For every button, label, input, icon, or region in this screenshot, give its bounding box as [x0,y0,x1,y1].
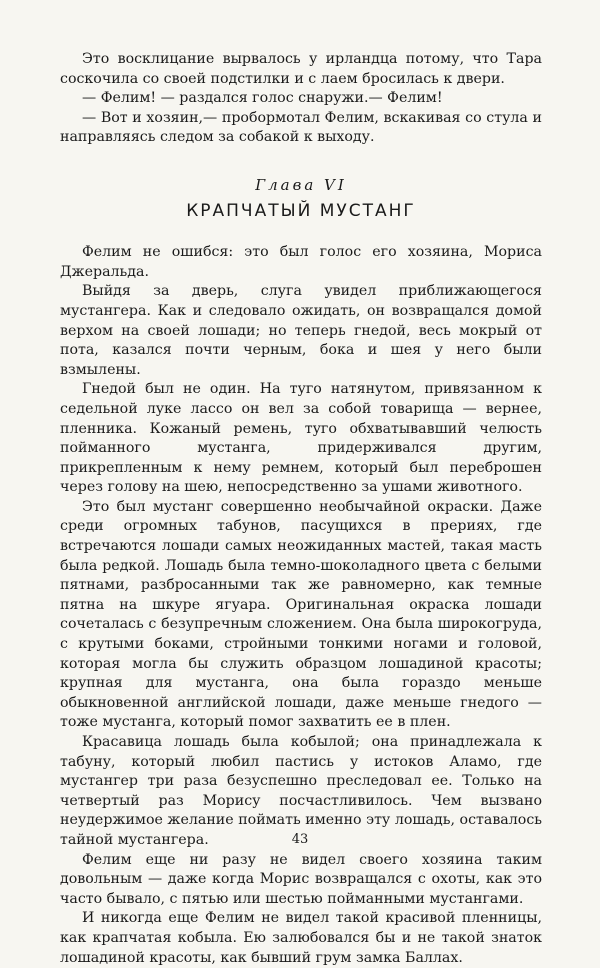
paragraph: Фелим еще ни разу не видел своего хозяина таким довольным — даже когда Морис возвращался с охоты, как это часто бывало, с пятью или шестью пойманными мустангами. [60,851,542,907]
chapter-title: КРАПЧАТЫЙ МУСТАНГ [186,200,416,221]
page-text [60,50,542,968]
paragraph: И никогда еще Фелим не видел такой красивой пленницы, как крапчатая кобыла. Ею залюбовался бы и не такой знаток лошадиной красоты, как бывший грум замка Баллах. [60,910,542,966]
paragraph: Гнедой был не один. На туго натянутом, привязанном к седельной луке лассо он вел за собой товарища — вернее, пленника. Кожаный ремень, туго обхватывавший челюсть пойманного мустанга, придерживался другим, прикрепленным к нему ремнем, который был переброшен через голову на шею, непосредственно за ушами животного. [60,381,542,496]
paragraph: Выйдя за дверь, слуга увидел приближающегося мустангера. Как и следовало ожидать, он возвращался домой верхом на своей лошади; но теперь гнедой, весь мокрый от пота, казался почти черным, бока и шея у него были взмылены. [60,283,542,378]
paragraph: Это восклицание вырвалось у ирландца потому, что Тара соскочила со своей подстилки и с лаем бросилась к двери. [60,51,542,87]
paragraph: — Фелим! — раздался голос снаружи.— Фелим! [82,90,443,107]
page-number: 43 [291,832,309,847]
paragraph: Фелим не ошибся: это был голос его хозяина, Мориса Джеральда. [60,244,542,280]
paragraph: Красавица лошадь была кобылой; она принадлежала к табуну, который любил пастись у истоков Аламо, где мустангер три раза безуспешно преследовал ее. Только на четвертый раз Морису посчастливилось. Чем вызвано неудержимое желание поймать именно эту лошадь, оставалось тайной мустангера. [60,734,542,848]
paragraph: Это был мустанг совершенно необычайной окраски. Даже среди огромных табунов, пасущихся в прериях, где встречаются лошади самых неожиданных мастей, такая масть была редкой. Лошадь была темно-шоколадного цвета с белыми пятнами, разбросанными так же равномерно, как темные пятна на шкуре ягуара. Оригинальная окраска лошади сочеталась с безупречным сложением. Она была широкогруда, с крутыми боками, стройными тонкими ногами и головой, которая могла бы служить образцом лошадиной красоты; крупная для мустанга, она была гораздо меньше обыкновенной английской лошади, даже меньше гнедого — тоже мустанга, который помог захватить ее в плен. [60,498,542,731]
paragraph: — Вот и хозяин,— пробормотал Фелим, вскакивая со стула и направляясь следом за собакой к выходу. [60,109,542,146]
chapter-heading: Глава VI [255,175,347,194]
